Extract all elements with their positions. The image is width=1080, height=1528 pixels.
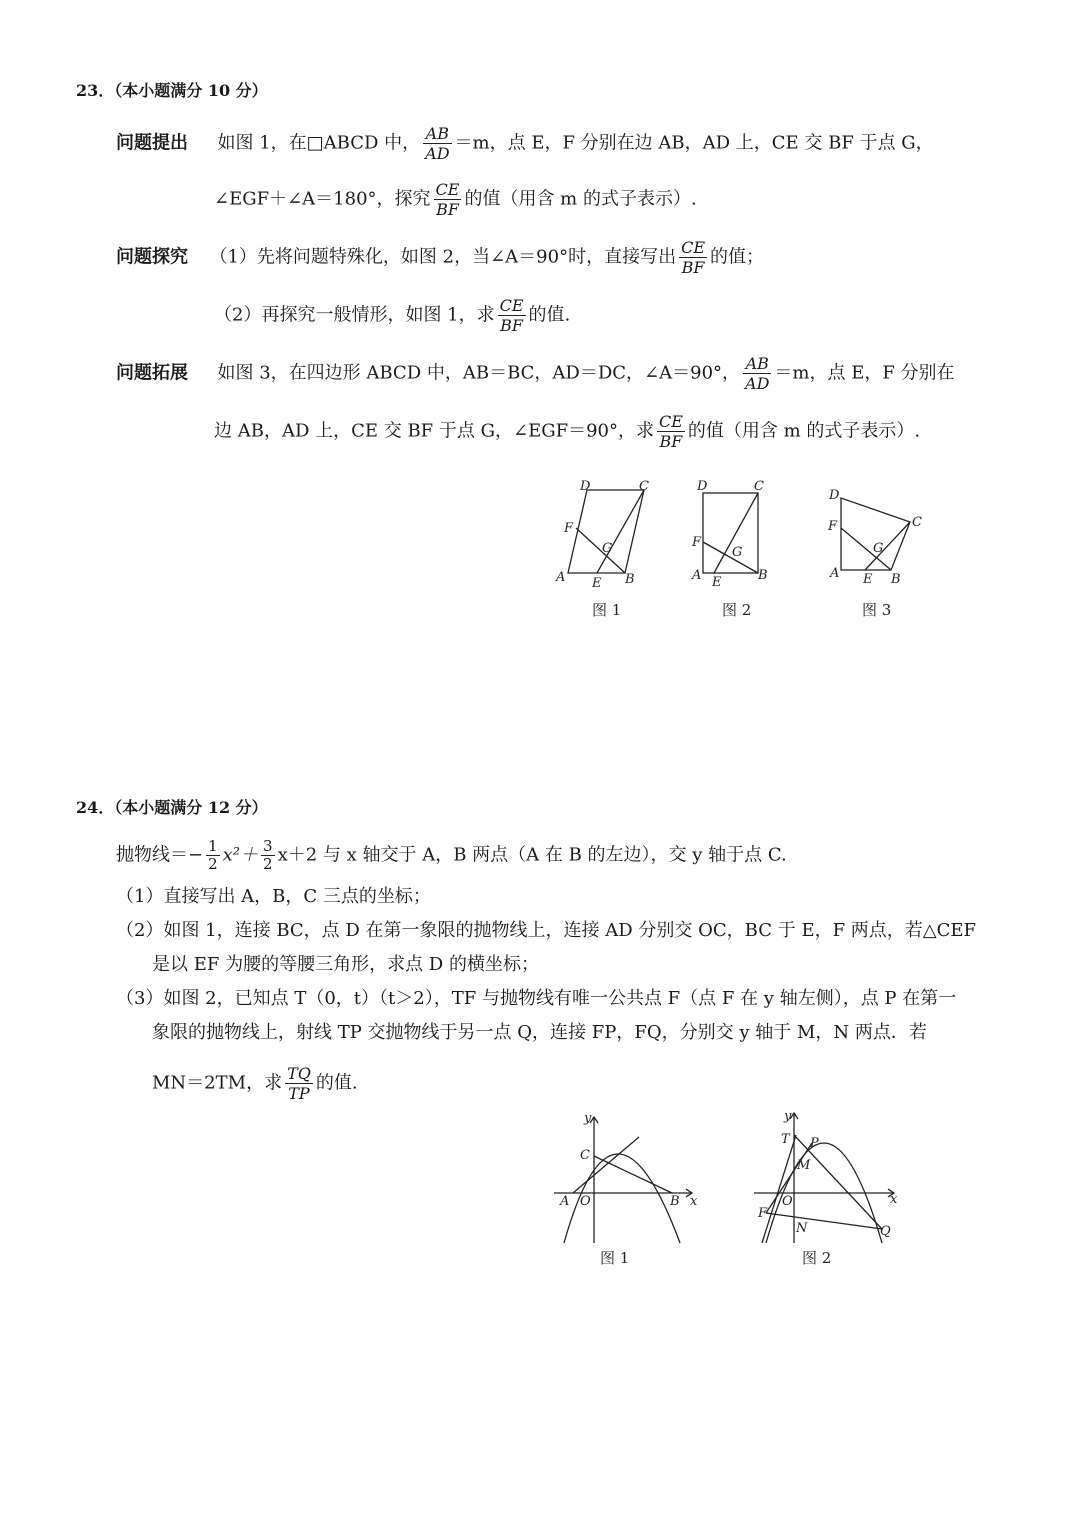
q23-explore-2-text-a: （2）再探究一般情形，如图 1，求 — [214, 304, 495, 326]
q23-extend-text-b: ＝m，点 E，F 分别在 — [774, 362, 955, 384]
label-o: O — [580, 1194, 591, 1209]
label-n: N — [796, 1221, 808, 1236]
q23-explore-label: 问题探究 — [116, 246, 188, 268]
q23-fraction-ce-bf — [679, 238, 707, 277]
q23-explore-2-text-b: 的值. — [528, 304, 571, 326]
q24-part3-text-a: MN＝2TM，求 — [152, 1072, 283, 1094]
q24-part3-text-b: 的值. — [315, 1072, 358, 1094]
q24-part1: （1）直接写出 A，B，C 三点的坐标； — [116, 886, 431, 907]
q24-part3-line2: 象限的抛物线上，射线 TP 交抛物线于另一点 Q，连接 FP，FQ，分别交 y 轴于 M，N 两点．若 — [152, 1022, 927, 1043]
frac-denominator: BF — [681, 258, 705, 277]
label-f: F — [692, 535, 702, 550]
label-a: A — [830, 566, 840, 581]
q24-part2-line1: （2）如图 1，连接 BC，点 D 在第一象限的抛物线上，连接 AD 分别交 OC，BC 于 E，F 两点，若△CEF — [116, 920, 977, 941]
label-c: C — [580, 1148, 590, 1163]
q23-figure-1 — [555, 479, 649, 619]
q23-fig3-caption: 图 3 — [862, 601, 892, 619]
q23-extend-text-a: 如图 3，在四边形 ABCD 中，AB＝BC，AD＝DC，∠A＝90°， — [217, 362, 741, 384]
q23-fraction-ab-ad — [423, 124, 451, 163]
label-e: E — [592, 576, 602, 591]
label-d: D — [580, 479, 591, 494]
frac-numerator: CE — [435, 180, 460, 199]
label-b: B — [625, 572, 635, 587]
frac-denominator: 2 — [263, 855, 273, 873]
label-g: G — [732, 545, 743, 560]
q23-extend-text-d: 的值（用含 m 的式子表示）. — [687, 420, 921, 442]
label-e: E — [712, 575, 722, 590]
q23-raise-text-a: 如图 1，在□ABCD 中， — [217, 132, 421, 154]
segment-bc — [594, 1156, 672, 1193]
segment-ce — [597, 490, 644, 573]
label-g: G — [873, 541, 884, 556]
line-tf — [762, 1135, 796, 1243]
q24-figure-2 — [754, 1109, 898, 1267]
q23-extend-line1 — [116, 354, 955, 393]
label-g: G — [602, 541, 613, 556]
frac-denominator: BF — [659, 432, 683, 451]
frac-denominator: TP — [288, 1084, 310, 1103]
q24-intro-text-a: 抛物线＝− — [116, 844, 204, 866]
q24-fraction-three-halves — [261, 838, 275, 873]
q23-figure-3 — [827, 488, 922, 619]
q24-fig2-caption: 图 2 — [802, 1249, 832, 1267]
frac-denominator: BF — [500, 316, 524, 335]
q24-figures — [540, 1105, 920, 1275]
frac-denominator: AD — [425, 144, 450, 163]
q23-fig1-caption: 图 1 — [592, 601, 622, 619]
frac-denominator: BF — [436, 200, 459, 219]
label-y: y — [784, 1109, 792, 1124]
frac-numerator: 3 — [263, 837, 273, 855]
q23-figure-2 — [691, 479, 768, 619]
label-x: x — [690, 1194, 698, 1209]
label-e: E — [863, 572, 873, 587]
frac-numerator: TQ — [287, 1064, 311, 1083]
q23-fraction-ce-bf — [498, 296, 526, 335]
label-y: y — [584, 1111, 592, 1126]
segment-bf — [703, 542, 758, 573]
label-q: Q — [880, 1224, 891, 1239]
q23-fraction-ce-bf — [657, 412, 685, 451]
q23-raise-text-c: ∠EGF＋∠A＝180°，探究 — [214, 188, 431, 210]
label-a: A — [556, 570, 566, 585]
rectangle-abcd — [703, 493, 758, 573]
frac-numerator: CE — [659, 412, 683, 431]
q23-header: 23．（本小题满分 10 分） — [76, 81, 268, 100]
label-d: D — [697, 479, 708, 494]
frac-numerator: AB — [743, 354, 771, 374]
label-b: B — [758, 568, 768, 583]
frac-numerator: CE — [499, 296, 524, 315]
segment-fq — [766, 1213, 882, 1229]
label-f: F — [828, 519, 838, 534]
q23-explore-1-text-a: （1）先将问题特殊化，如图 2，当∠A＝90°时，直接写出 — [209, 246, 677, 268]
label-b: B — [670, 1194, 680, 1209]
label-d: D — [829, 488, 840, 503]
q23-extend-text-c: 边 AB，AD 上，CE 交 BF 于点 G，∠EGF＝90°，求 — [214, 420, 654, 442]
q23-raise-line2 — [214, 180, 697, 219]
q23-raise-label: 问题提出 — [116, 132, 188, 154]
q23-raise-text-d: 的值（用含 m 的式子表示）. — [464, 188, 697, 210]
frac-numerator: AB — [423, 124, 451, 144]
q23-fraction-ce-bf — [434, 180, 462, 219]
q24-intro-line — [116, 838, 787, 873]
q23-explore-line1 — [116, 238, 764, 277]
q23-explore-1-text-b: 的值； — [710, 246, 764, 268]
label-a: A — [692, 568, 702, 583]
label-p: P — [810, 1136, 819, 1151]
segment-ce — [865, 522, 910, 570]
q24-part3-line3 — [152, 1064, 358, 1103]
q23-extend-line2 — [214, 412, 920, 451]
q24-intro-text-c: x＋2 与 x 轴交于 A，B 两点（A 在 B 的左边），交 y 轴于点 C. — [277, 844, 787, 866]
frac-denominator: 2 — [208, 855, 218, 873]
label-o: O — [782, 1194, 793, 1209]
label-x: x — [890, 1192, 898, 1207]
q24-figure-1 — [554, 1111, 698, 1267]
label-c: C — [754, 479, 764, 494]
q23-explore-line2 — [214, 296, 570, 335]
q23-fig2-caption: 图 2 — [722, 601, 752, 619]
label-t: T — [781, 1132, 790, 1147]
q24-intro-text-b: x²＋ — [222, 844, 259, 866]
label-b: B — [891, 572, 901, 587]
q23-raise-text-b: ＝m，点 E，F 分别在边 AB，AD 上，CE 交 BF 于点 G， — [454, 132, 934, 154]
q23-raise-line1 — [116, 124, 934, 163]
q23-fraction-ab-ad — [743, 354, 771, 393]
q24-fig1-caption: 图 1 — [600, 1249, 630, 1267]
label-m: M — [797, 1158, 811, 1173]
q24-fraction-tq-tp — [285, 1064, 313, 1103]
label-c: C — [639, 479, 649, 494]
label-a: A — [560, 1194, 570, 1209]
frac-numerator: 1 — [208, 837, 218, 855]
segment-ad — [573, 1137, 639, 1193]
q23-figures — [540, 470, 960, 630]
label-f: F — [758, 1206, 768, 1221]
q23-extend-label: 问题拓展 — [116, 362, 188, 384]
frac-denominator: AD — [745, 374, 770, 393]
q24-header: 24．（本小题满分 12 分） — [76, 798, 268, 817]
frac-numerator: CE — [681, 238, 705, 257]
segment-bf — [841, 528, 891, 570]
label-f: F — [564, 521, 574, 536]
q24-part2-line2: 是以 EF 为腰的等腰三角形，求点 D 的横坐标； — [152, 954, 539, 975]
q24-part3-line1: （3）如图 2，已知点 T（0，t）（t＞2），TF 与抛物线有唯一公共点 F（点 F 在 y 轴左侧），点 P 在第一 — [116, 988, 957, 1009]
q24-fraction-one-half — [206, 838, 220, 873]
label-c: C — [912, 515, 922, 530]
